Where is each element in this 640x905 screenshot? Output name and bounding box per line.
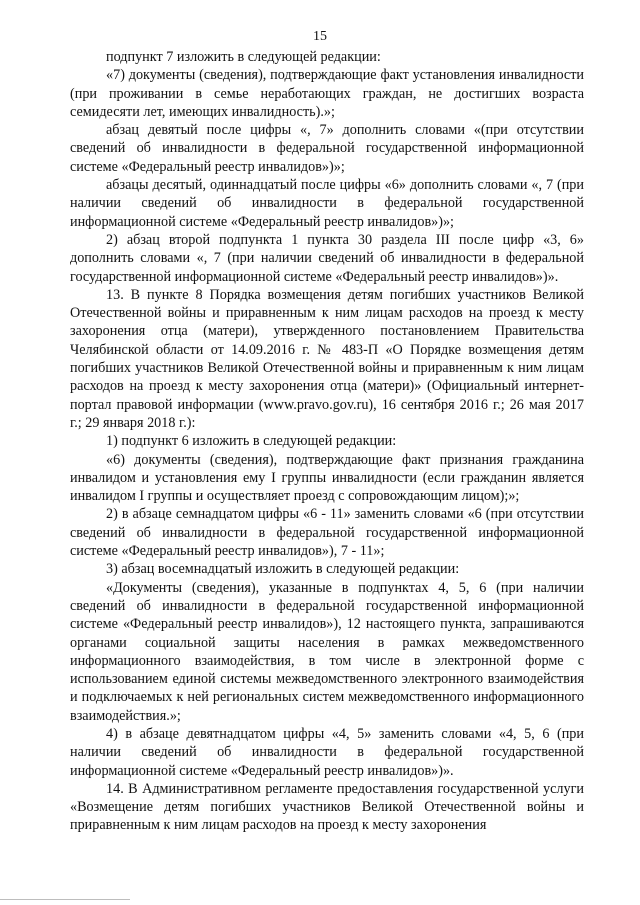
paragraph: абзацы десятый, одиннадцатый после цифры «6» дополнить словами «, 7 (при наличии сведений об инвалидности в федеральной государственной информационной системе «Федеральный реестр инвалидов»)»; <box>70 177 584 230</box>
paragraph: «7) документы (сведения), подтверждающие факт установления инвалидности (при проживании в семье неработающих граждан, не достигших возраста семидесяти лет, имеющих инвалидность).»; <box>70 67 584 120</box>
scan-edge-divider <box>0 899 130 900</box>
paragraph: 4) в абзаце девятнадцатом цифры «4, 5» заменить словами «4, 5, 6 (при наличии сведений об инвалидности в федеральной государственной информационной системе «Федеральный реестр инвалидов»)». <box>70 725 584 779</box>
paragraph: 13. В пункте 8 Порядка возмещения детям погибших участников Великой Отечественной войны и приравненным к ним лицам расходов на проезд к месту захоронения отца (матери), утвержденного постановлением Правительства Челябинской области от 14.09.2016 г. № 483-П «О Порядке возмещения детям погибших участников Великой Отечественной войны и приравненным к ним лицам расходов на проезд к месту захоронения отца (матери)» (Официальный интернет-портал правовой информации (www.pravo.gov.ru), 16 сентября 2016 г.; 26 мая 2017 г.; 29 января 2018 г.): <box>70 286 584 431</box>
paragraph: 2) абзац второй подпункта 1 пункта 30 раздела III после цифр «3, 6» дополнить словами «, 7 (при наличии сведений об инвалидности в федеральной государственной информационной системе «Федеральный реестр инвалидов»)». <box>70 231 584 285</box>
paragraph: 1) подпункт 6 изложить в следующей редакции: <box>106 433 397 450</box>
paragraph: 14. В Административном регламенте предоставления государственной услуги «Возмещение детям погибших участников Великой Отечественной войны и приравненным к ним лицам расходов на проезд к месту захоронения <box>70 780 584 834</box>
paragraph: подпункт 7 изложить в следующей редакции: <box>106 49 381 65</box>
page-number: 15 <box>313 29 327 44</box>
document-body <box>70 48 584 835</box>
paragraph: 3) абзац восемнадцатый изложить в следующей редакции: <box>106 561 460 578</box>
paragraph: 2) в абзаце семнадцатом цифры «6 - 11» заменить словами «6 (при отсутствии сведений об инвалидности в федеральной государственной информационной системе «Федеральный реестр инвалидов»), 7 - 11»; <box>70 506 584 560</box>
paragraph: «6) документы (сведения), подтверждающие факт признания гражданина инвалидом и установления ему I группы инвалидности (если гражданин является инвалидом I группы и осуществляет проезд с сопровождающим лицом);»; <box>70 451 584 505</box>
paragraph: «Документы (сведения), указанные в подпунктах 4, 5, 6 (при наличии сведений об инвалидности в федеральной государственной информационной системе «Федеральный реестр инвалидов»), 12 настоящего пункта, запрашиваются органами социальной защиты населения в рамках межведомственного информационного взаимодействия, в том числе в электронной форме с использованием единой системы межведомственного электронного взаимодействия и подключаемых к ней региональных систем межведомственного информационного взаимодействия.»; <box>70 579 584 724</box>
paragraph: абзац девятый после цифры «, 7» дополнить словами «(при отсутствии сведений об инвалидности в федеральной государственной информационной системе «Федеральный реестр инвалидов»)»; <box>70 122 584 175</box>
